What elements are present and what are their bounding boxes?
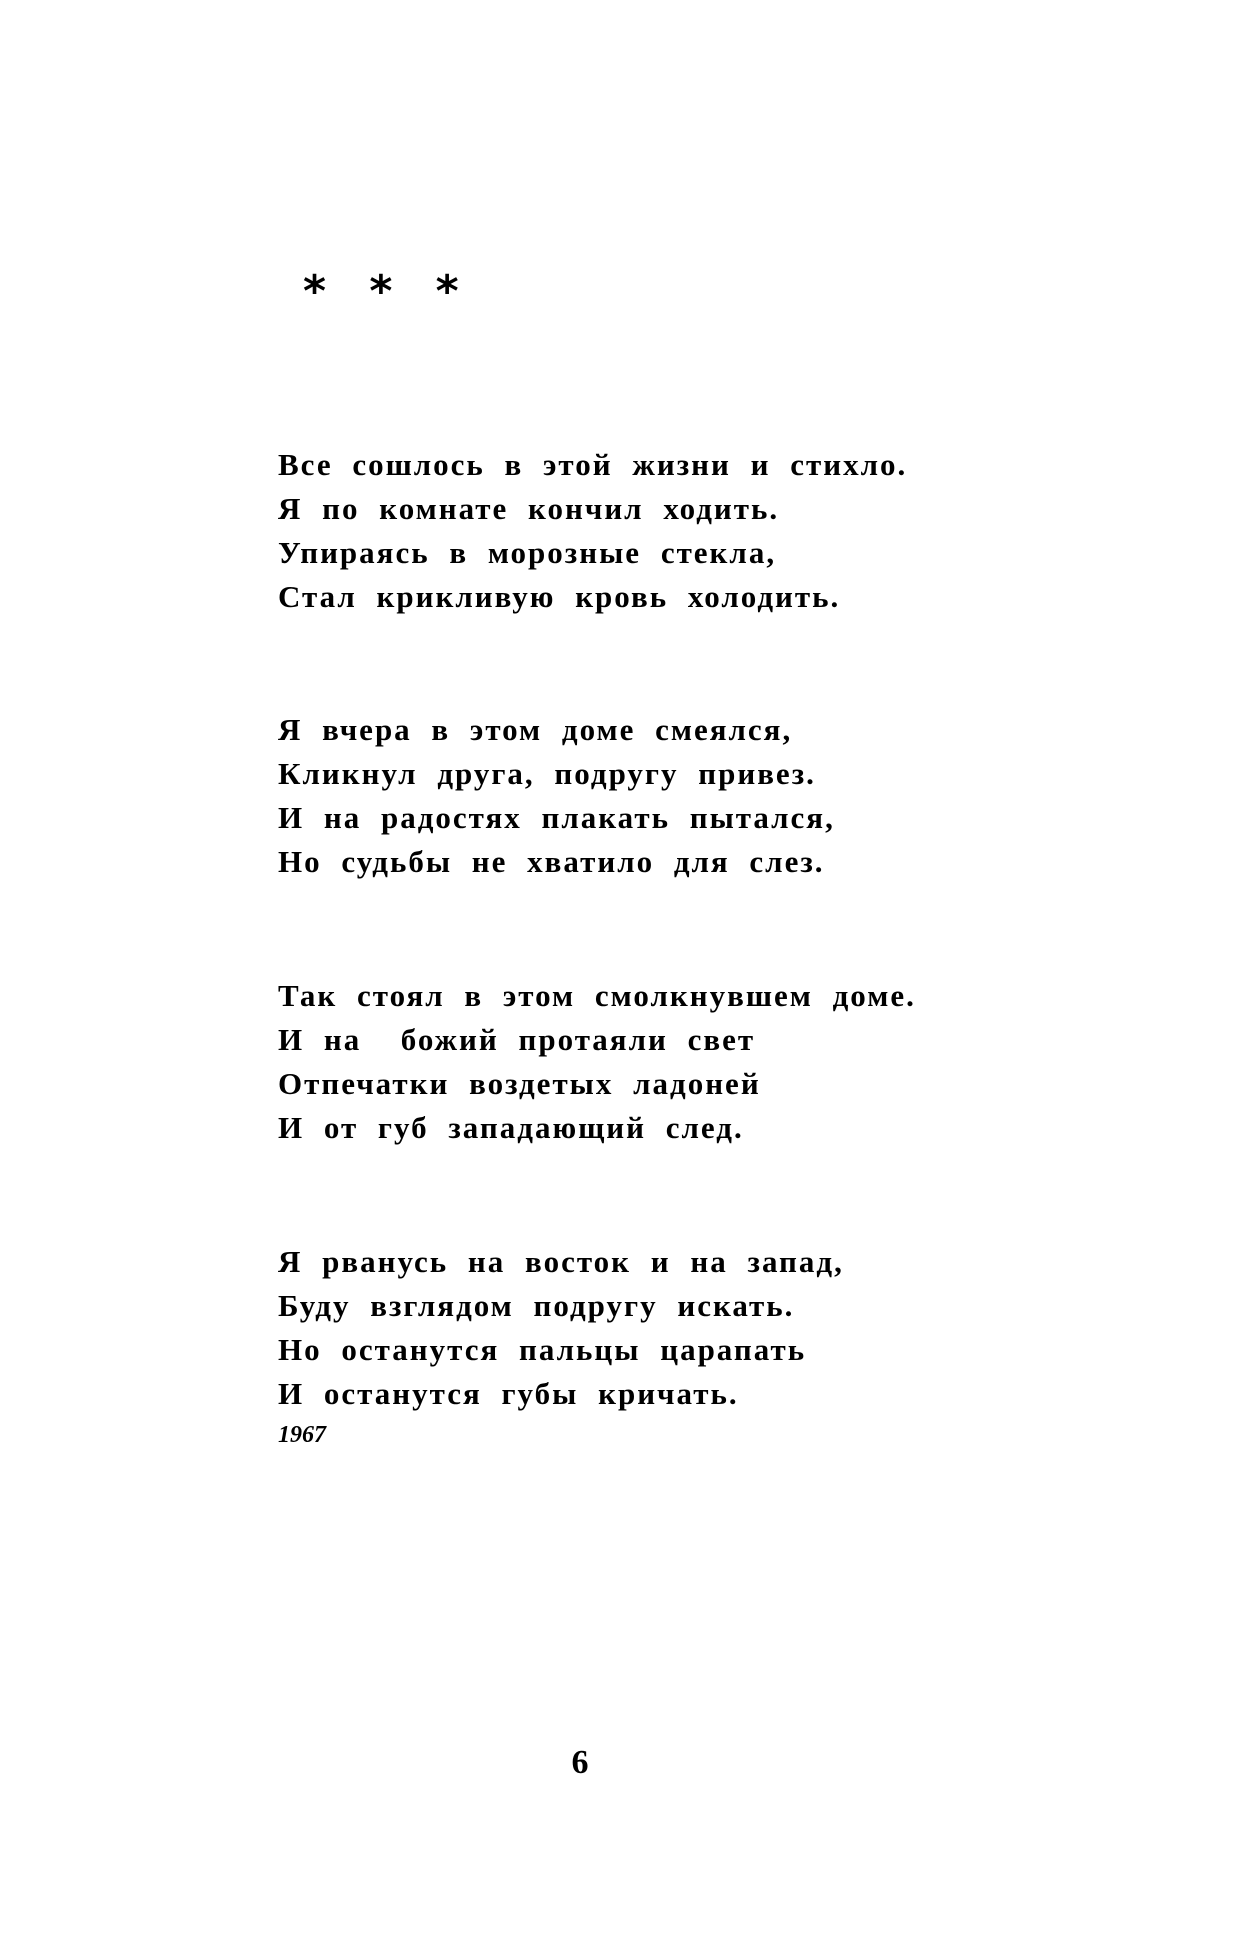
page-number: 6 [571, 1744, 589, 1781]
stanza-4 [278, 1240, 1178, 1416]
section-ornament: * * * [303, 266, 473, 317]
stanza-1 [278, 443, 1178, 619]
stanza-2 [278, 708, 1178, 884]
poem-line: И на божий протаяли свет [278, 1022, 756, 1057]
poem-line: Кликнул друга, подругу привез. [278, 756, 816, 791]
poem-line: Буду взглядом подругу искать. [278, 1288, 795, 1323]
poem-line: Я по комнате кончил ходить. [278, 491, 780, 526]
poem-line: И на радостях плакать пытался, [278, 800, 835, 835]
poem-line: Упираясь в морозные стекла, [278, 535, 777, 570]
poem-line: Но судьбы не хватило для слез. [278, 844, 825, 879]
poem-line: Я вчера в этом доме смеялся, [278, 712, 793, 747]
poem-line: Все сошлось в этой жизни и стихло. [278, 447, 908, 482]
stanza-3 [278, 974, 1178, 1150]
poem-line: Стал крикливую кровь холодить. [278, 579, 841, 614]
poem-line: Так стоял в этом смолкнувшем доме. [278, 978, 916, 1013]
poem-line: Отпечатки воздетых ладоней [278, 1066, 761, 1101]
poem-line: Но останутся пальцы царапать [278, 1332, 807, 1367]
poem-year: 1967 [278, 1422, 326, 1448]
poem-line: Я рванусь на восток и на запад, [278, 1244, 844, 1279]
poem-line: И от губ западающий след. [278, 1110, 744, 1145]
poem-line: И останутся губы кричать. [278, 1376, 739, 1411]
